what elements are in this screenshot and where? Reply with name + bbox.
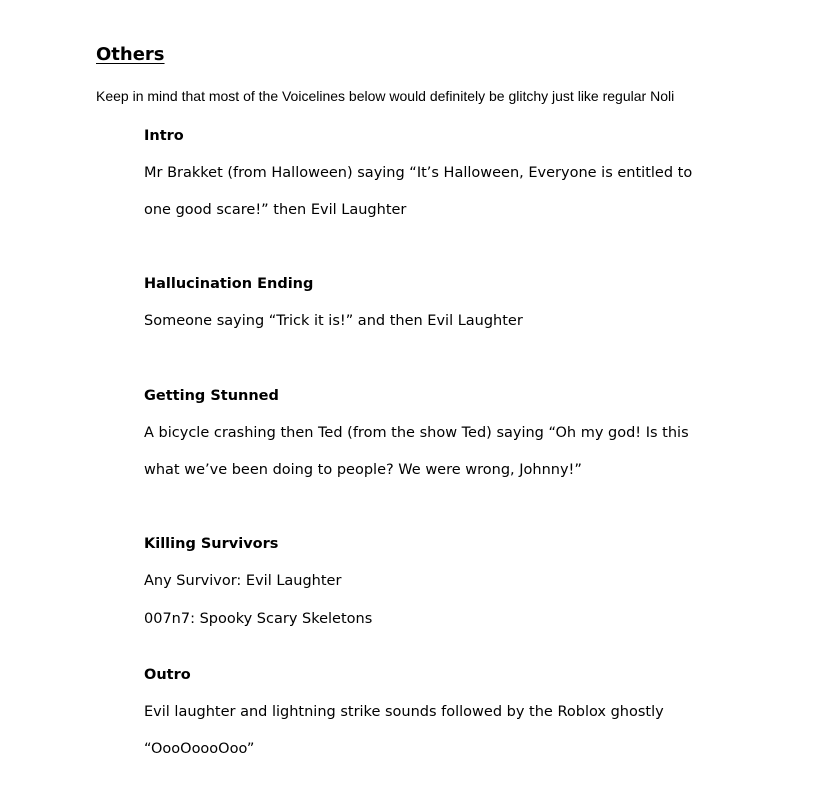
section-intro (144, 126, 744, 218)
section-outro (144, 665, 744, 757)
intro-note: Keep in mind that most of the Voicelines below would definitely be glitchy just like regular Noli (96, 88, 675, 104)
section-line: Mr Brakket (from Halloween) saying “It’s Halloween, Everyone is entitled to (144, 165, 693, 181)
section-hallucination-ending (144, 274, 744, 329)
section-getting-stunned (144, 386, 744, 478)
section-line: Someone saying “Trick it is!” and then Evil Laughter (144, 313, 523, 329)
section-line: one good scare!” then Evil Laughter (144, 202, 407, 218)
section-heading: Getting Stunned (144, 388, 279, 404)
section-heading: Killing Survivors (144, 536, 279, 552)
section-line: A bicycle crashing then Ted (from the show Ted) saying “Oh my god! Is this (144, 425, 689, 441)
section-heading: Outro (144, 667, 191, 683)
section-killing-survivors (144, 534, 744, 627)
section-line: “OooOoooOoo” (144, 741, 255, 757)
section-line: Any Survivor: Evil Laughter (144, 573, 342, 589)
section-line: 007n7: Spooky Scary Skeletons (144, 611, 373, 627)
section-heading: Hallucination Ending (144, 276, 314, 292)
section-heading: Intro (144, 128, 184, 144)
page-title: Others (96, 44, 165, 65)
section-line: Evil laughter and lightning strike sounds followed by the Roblox ghostly (144, 704, 664, 720)
section-line: what we’ve been doing to people? We were wrong, Johnny!” (144, 462, 582, 478)
